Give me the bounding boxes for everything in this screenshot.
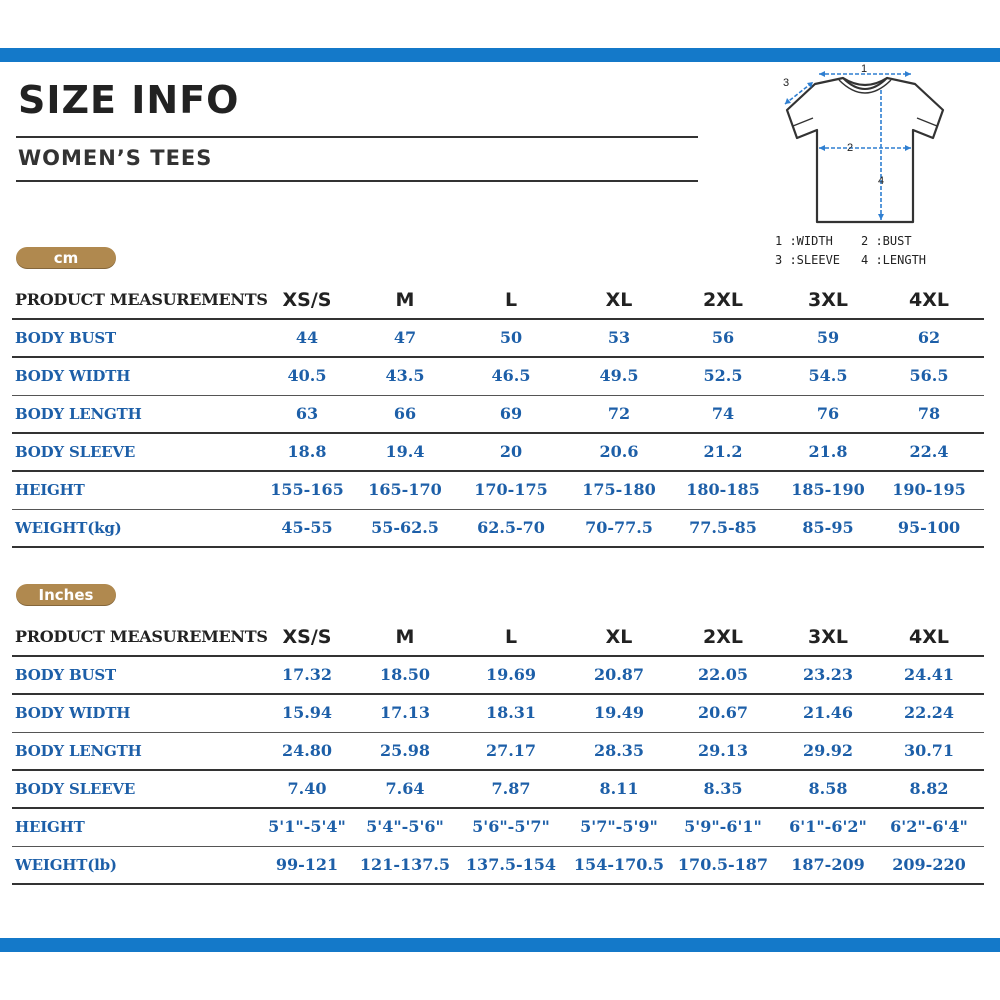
tshirt-measurement-diagram [775,60,965,235]
header-label: PRODUCT MEASUREMENTS [15,290,268,309]
table-cell: 22.05 [697,665,749,684]
legend-bust: 2 :BUST [861,234,912,248]
table-cell: 19.4 [385,442,425,461]
table-cell: 5'6"-5'7" [472,817,550,836]
row-label: WEIGHT(lb) [15,856,117,874]
table-cell: 24.41 [903,665,955,684]
table-cell: 59 [816,328,840,347]
table-cell: 77.5-85 [689,518,757,537]
table-row [12,733,984,771]
table-cell: 95-100 [897,518,961,537]
table-cell: 76 [816,404,840,423]
table-cell: 8.11 [599,779,639,798]
table-cell: 21.46 [802,703,854,722]
row-label: BODY BUST [15,329,116,347]
label-4: 4 [878,175,885,187]
table-cell: 66 [393,404,417,423]
table-cell: 69 [499,404,523,423]
row-label: BODY LENGTH [15,742,142,760]
table-row [12,847,984,885]
table-cell: 74 [711,404,735,423]
label-3: 3 [783,77,790,89]
page-title: SIZE INFO [18,78,240,122]
table-cell: 17.32 [281,665,333,684]
table-cell: 180-185 [686,480,760,499]
table-cell: 5'9"-6'1" [684,817,762,836]
size-header: XL [605,289,633,311]
table-cell: 53 [607,328,631,347]
table-cell: 70-77.5 [585,518,653,537]
table-cell: 29.13 [697,741,749,760]
table-cell: 15.94 [281,703,333,722]
table-cell: 19.49 [593,703,645,722]
row-label: BODY LENGTH [15,405,142,423]
table-cell: 6'1"-6'2" [789,817,867,836]
table-cell: 47 [393,328,417,347]
table-cell: 43.5 [385,366,425,385]
table-cell: 55-62.5 [371,518,439,537]
table-cell: 8.82 [909,779,949,798]
table-cell: 18.31 [485,703,537,722]
table-row [12,809,984,847]
legend-width: 1 :WIDTH [775,234,833,248]
table-row [12,771,984,809]
table-cell: 20 [499,442,523,461]
table-cell: 44 [295,328,319,347]
table-cell: 5'1"-5'4" [268,817,346,836]
table-cell: 52.5 [703,366,743,385]
table-cell: 23.23 [802,665,854,684]
row-label: WEIGHT(kg) [15,519,122,537]
table-cell: 46.5 [491,366,531,385]
table-cell: 175-180 [582,480,656,499]
size-header: 4XL [909,626,949,648]
table-cell: 78 [917,404,941,423]
size-header: M [395,289,415,311]
table-cell: 22.24 [903,703,955,722]
tshirt-icon [787,78,943,222]
table-cell: 121-137.5 [359,855,451,874]
table-row [12,510,984,548]
table-cell: 185-190 [791,480,865,499]
table-cell: 8.35 [703,779,743,798]
table-cell: 54.5 [808,366,848,385]
table-cell: 190-195 [892,480,966,499]
header-label: PRODUCT MEASUREMENTS [15,627,268,646]
diagram-legend-row-1 [775,234,975,248]
table-cell: 19.69 [485,665,537,684]
title-divider [16,136,698,138]
table-cell: 85-95 [802,518,854,537]
table-cell: 6'2"-6'4" [890,817,968,836]
label-1: 1 [861,63,868,75]
table-cell: 21.2 [703,442,743,461]
table-cell: 40.5 [287,366,327,385]
table-cell: 7.64 [385,779,425,798]
size-header: 2XL [703,626,743,648]
size-header: XS/S [282,289,332,311]
table-cell: 20.67 [697,703,749,722]
table-cell: 7.40 [287,779,327,798]
row-label: HEIGHT [15,481,85,499]
unit-badge-inches: Inches [16,584,116,606]
table-cell: 22.4 [909,442,949,461]
table-cell: 7.87 [491,779,531,798]
table-row [12,657,984,695]
table-cell: 99-121 [275,855,339,874]
legend-length: 4 :LENGTH [861,253,927,267]
row-label: BODY WIDTH [15,367,131,385]
table-cell: 45-55 [281,518,333,537]
table-row [12,320,984,358]
size-table-cm [12,282,984,548]
table-cell: 30.71 [903,741,955,760]
size-header: L [504,626,518,648]
table-row [12,358,984,396]
size-header: XL [605,626,633,648]
table-cell: 5'4"-5'6" [366,817,444,836]
row-label: BODY WIDTH [15,704,131,722]
bottom-accent-band [0,938,1000,952]
size-header: 2XL [703,289,743,311]
row-label: BODY SLEEVE [15,443,136,461]
table-cell: 5'7"-5'9" [580,817,658,836]
table-cell: 62 [917,328,941,347]
unit-badge-cm: cm [16,247,116,269]
table-cell: 170.5-187 [677,855,769,874]
table-cell: 20.6 [599,442,639,461]
row-label: HEIGHT [15,818,85,836]
table-cell: 170-175 [474,480,548,499]
row-label: BODY BUST [15,666,116,684]
table-cell: 24.80 [281,741,333,760]
table-cell: 62.5-70 [477,518,545,537]
table-cell: 56.5 [909,366,949,385]
table-cell: 29.92 [802,741,854,760]
table-cell: 72 [607,404,631,423]
table-cell: 155-165 [270,480,344,499]
table-row [12,472,984,510]
table-cell: 27.17 [485,741,537,760]
table-cell: 63 [295,404,319,423]
table-cell: 50 [499,328,523,347]
table-cell: 209-220 [892,855,966,874]
subtitle-divider [16,180,698,182]
page-subtitle: WOMEN’S TEES [18,146,213,170]
size-header: L [504,289,518,311]
table-row [12,434,984,472]
size-table-inches [12,619,984,885]
table-cell: 21.8 [808,442,848,461]
table-header-row [12,619,984,657]
size-header: M [395,626,415,648]
table-cell: 56 [711,328,735,347]
table-row [12,396,984,434]
legend-sleeve: 3 :SLEEVE [775,253,841,267]
size-header: 4XL [909,289,949,311]
size-header: 3XL [808,289,848,311]
row-label: BODY SLEEVE [15,780,136,798]
size-header: 3XL [808,626,848,648]
table-cell: 28.35 [593,741,645,760]
table-cell: 187-209 [791,855,865,874]
table-cell: 165-170 [368,480,442,499]
diagram-legend-row-2 [775,253,975,267]
table-header-row [12,282,984,320]
table-row [12,695,984,733]
table-cell: 154-170.5 [573,855,665,874]
label-2: 2 [847,142,854,154]
table-cell: 49.5 [599,366,639,385]
table-cell: 8.58 [808,779,848,798]
size-header: XS/S [282,626,332,648]
table-cell: 137.5-154 [465,855,557,874]
table-cell: 25.98 [379,741,431,760]
table-cell: 18.50 [379,665,431,684]
table-cell: 18.8 [287,442,327,461]
table-cell: 20.87 [593,665,645,684]
table-cell: 17.13 [379,703,431,722]
